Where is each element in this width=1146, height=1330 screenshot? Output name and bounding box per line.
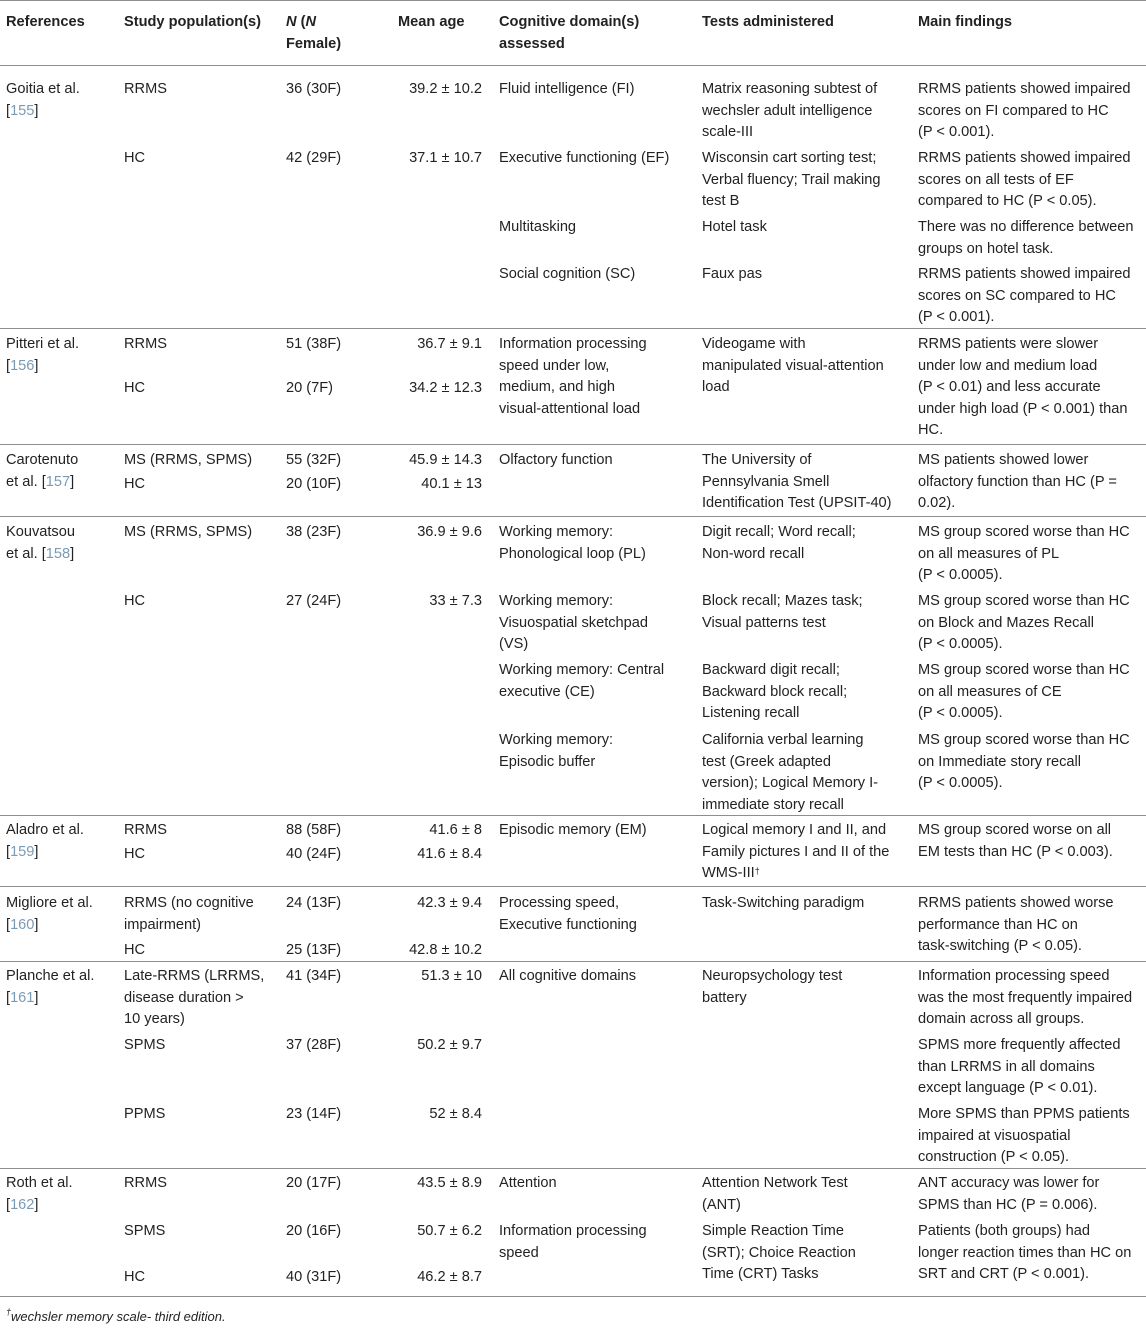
- domain: All cognitive domains: [499, 968, 637, 984]
- tests: Attention Network Test (ANT): [702, 1175, 848, 1213]
- findings: SPMS more frequently affected than LRRMS in all domains except language (P < 0.01).: [918, 1037, 1121, 1096]
- findings: Information processing speed was the most frequently impaired domain across all groups.: [918, 968, 1133, 1027]
- mean-age: 43.5 ± 8.9: [417, 1175, 482, 1191]
- n-value: 20 (17F): [286, 1175, 342, 1191]
- domain: Multitasking: [499, 219, 577, 235]
- population: SPMS: [124, 1223, 166, 1239]
- findings: MS patients showed lower olfactory function than HC (P = 0.02).: [918, 452, 1117, 511]
- n-value: 55 (32F): [286, 452, 342, 468]
- n-value: 40 (31F): [286, 1269, 342, 1285]
- footnote: †wechsler memory scale- third edition.: [6, 1307, 226, 1324]
- ref-roth: Roth et al. [162]: [6, 1175, 73, 1213]
- header-n: N (N Female): [286, 14, 342, 52]
- n-value: 88 (58F): [286, 822, 342, 838]
- tests: Digit recall; Word recall; Non-word recall: [702, 524, 856, 562]
- n-value: 23 (14F): [286, 1106, 342, 1122]
- n-value: 41 (34F): [286, 968, 342, 984]
- domain: Working memory: Episodic buffer: [499, 732, 614, 770]
- ref-planche: Planche et al. [161]: [6, 968, 95, 1006]
- citation-link[interactable]: 160: [10, 916, 35, 933]
- n-value: 25 (13F): [286, 942, 342, 958]
- findings: RRMS patients showed impaired scores on all tests of EF compared to HC (P < 0.05).: [918, 150, 1131, 209]
- row-rule: [0, 328, 1146, 329]
- population: SPMS: [124, 1037, 166, 1053]
- domain: Processing speed, Executive functioning: [499, 895, 637, 933]
- tests: Faux pas: [702, 266, 763, 282]
- population: HC: [124, 593, 146, 609]
- domain: Attention: [499, 1175, 557, 1191]
- findings: RRMS patients showed impaired scores on SC compared to HC (P < 0.001).: [918, 266, 1131, 325]
- header-findings: Main findings: [918, 14, 1013, 30]
- citation-link[interactable]: 162: [10, 1196, 35, 1213]
- population: PPMS: [124, 1106, 166, 1122]
- ref-pitteri: Pitteri et al. [156]: [6, 336, 79, 374]
- mean-age: 36.7 ± 9.1: [417, 336, 482, 352]
- tests: Simple Reaction Time (SRT); Choice Reaction Time (CRT) Tasks: [702, 1223, 856, 1282]
- mean-age: 37.1 ± 10.7: [409, 150, 482, 166]
- ref-aladro: Aladro et al. [159]: [6, 822, 84, 860]
- n-value: 38 (23F): [286, 524, 342, 540]
- mean-age: 39.2 ± 10.2: [409, 81, 482, 97]
- n-value: 27 (24F): [286, 593, 342, 609]
- n-value: 20 (10F): [286, 476, 342, 492]
- tests: Matrix reasoning subtest of wechsler adult intelligence scale-III: [702, 81, 878, 140]
- findings: Patients (both groups) had longer reaction times than HC on SRT and CRT (P < 0.001).: [918, 1223, 1132, 1282]
- mean-age: 42.3 ± 9.4: [417, 895, 482, 911]
- findings: RRMS patients showed worse performance than HC on task-switching (P < 0.05).: [918, 895, 1114, 954]
- mean-age: 46.2 ± 8.7: [417, 1269, 482, 1285]
- population: MS (RRMS, SPMS): [124, 524, 253, 540]
- mean-age: 52 ± 8.4: [429, 1106, 482, 1122]
- mean-age: 50.2 ± 9.7: [417, 1037, 482, 1053]
- findings: RRMS patients showed impaired scores on FI compared to HC (P < 0.001).: [918, 81, 1131, 140]
- population: RRMS (no cognitive impairment): [124, 895, 254, 933]
- findings: More SPMS than PPMS patients impaired at visuospatial construction (P < 0.05).: [918, 1106, 1130, 1165]
- population: Late-RRMS (LRRMS, disease duration > 10 years): [124, 968, 265, 1027]
- domain: Working memory: Central executive (CE): [499, 662, 665, 700]
- population: HC: [124, 846, 146, 862]
- citation-link[interactable]: 157: [45, 473, 71, 490]
- tests: Block recall; Mazes task; Visual patterns test: [702, 593, 863, 631]
- tests: Videogame with manipulated visual-attention load: [702, 336, 884, 395]
- mean-age: 33 ± 7.3: [429, 593, 482, 609]
- findings: MS group scored worse than HC on Immediate story recall (P < 0.0005).: [918, 732, 1130, 791]
- domain: Working memory: Phonological loop (PL): [499, 524, 646, 562]
- row-rule: [0, 444, 1146, 445]
- row-rule: [0, 886, 1146, 887]
- row-rule: [0, 516, 1146, 517]
- findings: MS group scored worse than HC on all measures of PL (P < 0.0005).: [918, 524, 1130, 583]
- tests: California verbal learning test (Greek adapted version); Logical Memory I- immediate story recall: [702, 732, 878, 813]
- header-population: Study population(s): [124, 14, 262, 30]
- n-value: 42 (29F): [286, 150, 342, 166]
- domain: Fluid intelligence (FI): [499, 81, 635, 97]
- tests: Backward digit recall; Backward block recall; Listening recall: [702, 662, 848, 721]
- ref-migliore: Migliore et al. [160]: [6, 895, 93, 933]
- population: RRMS: [124, 81, 167, 97]
- population: HC: [124, 1269, 146, 1285]
- findings: MS group scored worse on all EM tests than HC (P < 0.003).: [918, 822, 1113, 860]
- domain: Information processing speed under low, medium, and high visual-attentional load: [499, 336, 647, 417]
- ref-goitia: Goitia et al. [155]: [6, 81, 80, 119]
- population: RRMS: [124, 1175, 167, 1191]
- n-value: 40 (24F): [286, 846, 342, 862]
- header-rule: [0, 65, 1146, 66]
- citation-link[interactable]: 156: [10, 357, 35, 374]
- population: HC: [124, 150, 146, 166]
- header-tests: Tests administered: [702, 14, 834, 30]
- n-value: 24 (13F): [286, 895, 342, 911]
- header-domain: Cognitive domain(s) assessed: [499, 14, 640, 52]
- population: RRMS: [124, 822, 167, 838]
- population: MS (RRMS, SPMS): [124, 452, 253, 468]
- population: HC: [124, 942, 146, 958]
- tests: Hotel task: [702, 219, 767, 235]
- mean-age: 51.3 ± 10: [421, 968, 482, 984]
- population: RRMS: [124, 336, 167, 352]
- citation-link[interactable]: 159: [10, 843, 35, 860]
- row-rule: [0, 815, 1146, 816]
- findings: MS group scored worse than HC on all measures of CE (P < 0.0005).: [918, 662, 1130, 721]
- domain: Information processing speed: [499, 1223, 647, 1261]
- n-value: 36 (30F): [286, 81, 342, 97]
- mean-age: 42.8 ± 10.2: [409, 942, 482, 958]
- domain: Working memory: Visuospatial sketchpad (VS): [499, 593, 649, 652]
- tests: Neuropsychology test battery: [702, 968, 843, 1006]
- ref-kouvatsou: Kouvatsou et al. [158]: [6, 524, 75, 562]
- row-rule: [0, 1168, 1146, 1169]
- citation-link[interactable]: 155: [10, 102, 35, 119]
- top-rule: [0, 0, 1146, 1]
- header-age: Mean age: [398, 14, 465, 30]
- n-value: 37 (28F): [286, 1037, 342, 1053]
- mean-age: 50.7 ± 6.2: [417, 1223, 482, 1239]
- tests: The University of Pennsylvania Smell Identification Test (UPSIT-40): [702, 452, 892, 511]
- findings: There was no difference between groups on hotel task.: [918, 219, 1134, 257]
- domain: Social cognition (SC): [499, 266, 636, 282]
- n-value: 51 (38F): [286, 336, 342, 352]
- domain: Executive functioning (EF): [499, 150, 670, 166]
- header-references: References: [6, 14, 85, 30]
- mean-age: 41.6 ± 8.4: [417, 846, 482, 862]
- mean-age: 45.9 ± 14.3: [409, 452, 482, 468]
- findings: MS group scored worse than HC on Block and Mazes Recall (P < 0.0005).: [918, 593, 1130, 652]
- domain: Episodic memory (EM): [499, 822, 647, 838]
- mean-age: 36.9 ± 9.6: [417, 524, 482, 540]
- mean-age: 34.2 ± 12.3: [409, 380, 482, 396]
- findings: RRMS patients were slower under low and medium load (P < 0.01) and less accurate under high load (P < 0.001) than HC.: [918, 336, 1128, 438]
- population: HC: [124, 476, 146, 492]
- tests: Task-Switching paradigm: [702, 895, 865, 911]
- citation-link[interactable]: 158: [45, 545, 71, 562]
- n-value: 20 (7F): [286, 380, 334, 396]
- ref-carotenuto: Carotenuto et al. [157]: [6, 452, 79, 490]
- domain: Olfactory function: [499, 452, 613, 468]
- mean-age: 41.6 ± 8: [429, 822, 482, 838]
- tests: Logical memory I and II, and Family pictures I and II of the WMS-III†: [702, 822, 890, 881]
- mean-age: 40.1 ± 13: [421, 476, 482, 492]
- row-rule: [0, 961, 1146, 962]
- population: HC: [124, 380, 146, 396]
- bottom-rule: [0, 1296, 1146, 1297]
- tests: Wisconsin cart sorting test; Verbal fluency; Trail making test B: [702, 150, 881, 209]
- n-value: 20 (16F): [286, 1223, 342, 1239]
- citation-link[interactable]: 161: [10, 989, 35, 1006]
- findings: ANT accuracy was lower for SPMS than HC (P = 0.006).: [918, 1175, 1100, 1213]
